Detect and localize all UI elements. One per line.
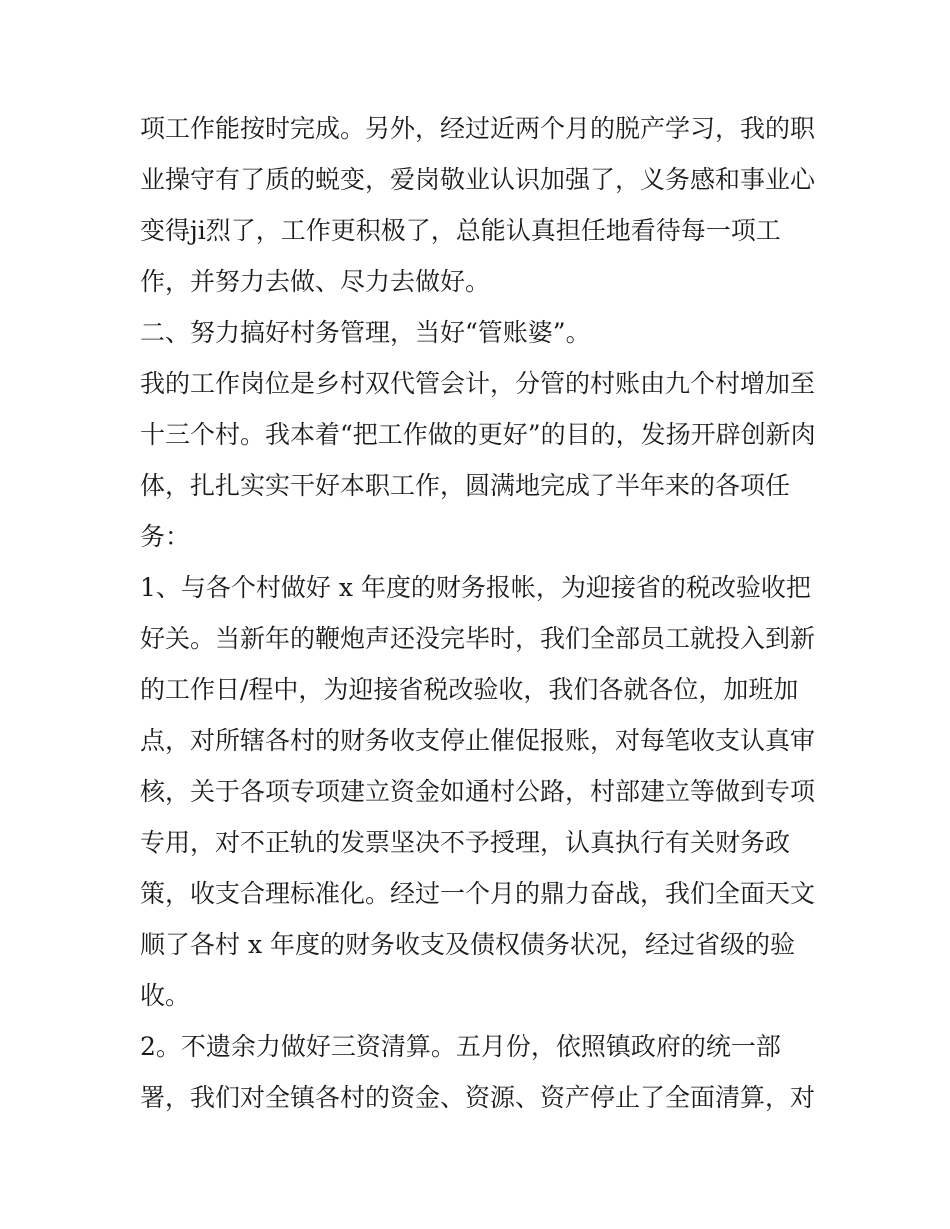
text-line: 作，并努力去做、尽力去做好。 (140, 267, 491, 296)
text-line: 的工作日/程中，为迎接省税改验收，我们各就各位，加班加 (140, 675, 799, 704)
text-line: 我的工作岗位是乡村双代管会计，分管的村账由九个村增加至 (140, 369, 816, 398)
text-line: 策，收支合理标准化。经过一个月的鼎力奋战，我们全面天文 (140, 879, 816, 908)
text-line: 署，我们对全镇各村的资金、资源、资产停止了全面清算，对 (140, 1083, 816, 1112)
text-line: 业操守有了质的蜕变，爱岗敬业认识加强了，义务感和事业心 (140, 165, 816, 194)
text-line: 专用，对不正轨的发票坚决不予授理，认真执行有关财务政 (140, 828, 791, 857)
text-line: 2。不遗余力做好三资清算。五月份，依照镇政府的统一部 (140, 1032, 781, 1061)
text-line: 体，扎扎实实干好本职工作，圆满地完成了半年来的各项任 (140, 471, 791, 500)
text-line: 十三个村。我本着“把工作做的更好”的目的，发扬开辟创新肉 (140, 420, 816, 449)
text-line: 务： (140, 522, 191, 551)
text-line: 核，关于各项专项建立资金如通村公路，村部建立等做到专项 (140, 777, 816, 806)
text-line: 项工作能按时完成。另外，经过近两个月的脱产学习，我的职 (140, 114, 816, 143)
text-line: 1、与各个村做好 x 年度的财务报帐，为迎接省的税改验收把 (140, 573, 811, 602)
text-line: 顺了各村 x 年度的财务收支及债权债务状况，经过省级的验 (140, 930, 795, 959)
text-line: 好关。当新年的鞭炮声还没完毕时，我们全部员工就投入到新 (140, 624, 816, 653)
text-line: 变得ji烈了，工作更积极了，总能认真担任地看待每一项工 (140, 216, 781, 245)
section-heading: 二、努力搞好村务管理，当好“管账婆”。 (140, 318, 591, 347)
text-line: 点，对所辖各村的财务收支停止催促报账，对每笔收支认真审 (140, 726, 816, 755)
text-line: 收。 (140, 981, 191, 1010)
